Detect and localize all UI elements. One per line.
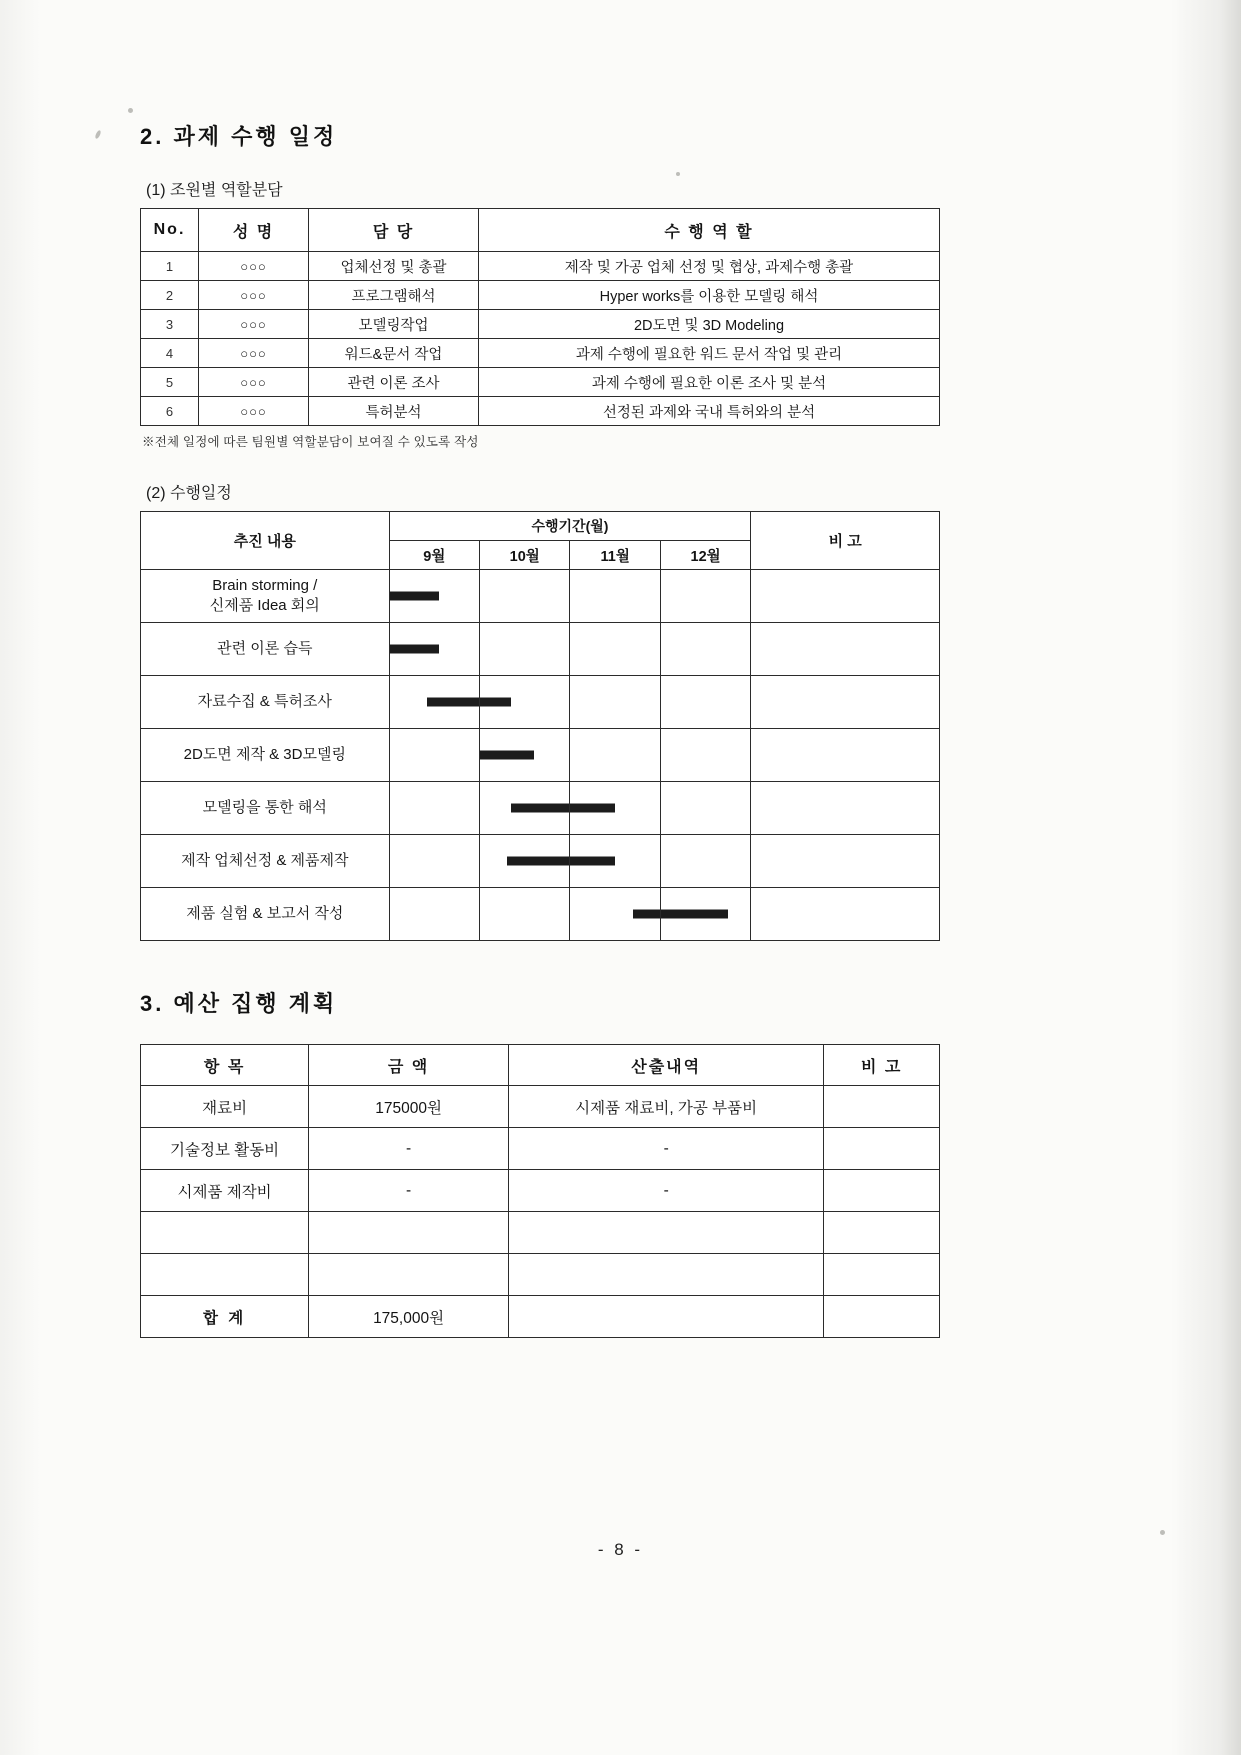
gantt-bar: [511, 804, 569, 813]
page-title-budget: 3. 예산 집행 계획: [140, 991, 338, 1016]
roles-cell-role: 제작 및 가공 업체 선정 및 협상, 과제수행 총괄: [479, 252, 940, 281]
budget-cell-item: [141, 1254, 309, 1296]
roles-cell-name: ○○○: [199, 310, 309, 339]
budget-cell-detail: -: [508, 1170, 823, 1212]
schedule-month-cell: [660, 835, 750, 888]
gantt-bar: [661, 910, 728, 919]
schedule-month-cell: [660, 676, 750, 729]
table-row: [141, 1254, 940, 1296]
schedule-remark-cell: [751, 888, 940, 941]
schedule-month-cell: [389, 729, 479, 782]
budget-cell-remark: [824, 1086, 940, 1128]
budget-cell-remark: [824, 1212, 940, 1254]
schedule-month-cell: [570, 729, 660, 782]
schedule-month-cell: [660, 570, 750, 623]
schedule-task-label-line2: 신제품 Idea 회의: [209, 597, 320, 614]
roles-cell-no: 4: [141, 339, 199, 368]
schedule-month-cell: [480, 782, 570, 835]
gantt-bar: [480, 751, 534, 760]
schedule-task-label: 관련 이론 습득: [141, 623, 390, 676]
schedule-month-cell: [570, 570, 660, 623]
roles-cell-name: ○○○: [199, 368, 309, 397]
schedule-remark-cell: [751, 570, 940, 623]
roles-table: [140, 208, 940, 426]
schedule-remark-cell: [751, 623, 940, 676]
schedule-month-cell: [660, 888, 750, 941]
roles-cell-part: 모델링작업: [309, 310, 479, 339]
table-row: [141, 623, 940, 676]
budget-header-remark: 비 고: [824, 1045, 940, 1086]
budget-cell-remark: [824, 1170, 940, 1212]
schedule-remark-cell: [751, 835, 940, 888]
table-row: [141, 729, 940, 782]
gantt-bar: [427, 698, 479, 707]
schedule-task-label: 제품 실험 & 보고서 작성: [141, 888, 390, 941]
page-number: - 8 -: [597, 1540, 644, 1559]
schedule-month-cell: [389, 623, 479, 676]
gantt-bar: [390, 645, 439, 654]
budget-cell-amount: 175000원: [309, 1086, 509, 1128]
schedule-month-cell: [389, 782, 479, 835]
scan-speck: [128, 108, 133, 113]
schedule-task-label: 2D도면 제작 & 3D모델링: [141, 729, 390, 782]
budget-cell-amount: [309, 1254, 509, 1296]
roles-header-role: 수 행 역 할: [479, 209, 940, 252]
schedule-month-cell: [389, 676, 479, 729]
roles-cell-role: 과제 수행에 필요한 이론 조사 및 분석: [479, 368, 940, 397]
schedule-task-label: 자료수집 & 특허조사: [141, 676, 390, 729]
roles-cell-part: 워드&문서 작업: [309, 339, 479, 368]
roles-cell-no: 6: [141, 397, 199, 426]
schedule-header-task: 추진 내용: [141, 512, 390, 570]
table-row: [141, 339, 940, 368]
table-header-row: [141, 209, 940, 252]
schedule-task-label: 모델링을 통한 해석: [141, 782, 390, 835]
roles-header-name: 성 명: [199, 209, 309, 252]
budget-header-item: 항 목: [141, 1045, 309, 1086]
table-row: [141, 368, 940, 397]
roles-cell-name: ○○○: [199, 339, 309, 368]
roles-cell-no: 3: [141, 310, 199, 339]
budget-cell-detail: -: [508, 1128, 823, 1170]
table-row: [141, 782, 940, 835]
gantt-bar: [570, 804, 615, 813]
schedule-month-cell: [480, 729, 570, 782]
schedule-remark-cell: [751, 729, 940, 782]
gantt-bar: [507, 857, 570, 866]
scan-edge-right: [1171, 0, 1241, 1755]
scan-speck: [94, 130, 101, 140]
roles-subsection-label: (1) 조원별 역할분담: [146, 182, 283, 199]
table-row: [141, 310, 940, 339]
schedule-month-cell: [570, 888, 660, 941]
roles-header-no: No.: [141, 209, 199, 252]
roles-cell-name: ○○○: [199, 252, 309, 281]
gantt-bar: [570, 857, 615, 866]
table-row: [141, 676, 940, 729]
budget-cell-item: [141, 1212, 309, 1254]
page-title-schedule: 2. 과제 수행 일정: [140, 124, 338, 149]
roles-cell-role: 2D도면 및 3D Modeling: [479, 310, 940, 339]
schedule-month-oct: 10월: [480, 541, 570, 570]
table-row: [141, 1128, 940, 1170]
schedule-month-cell: [389, 570, 479, 623]
budget-header-amount: 금 액: [309, 1045, 509, 1086]
gantt-bar: [633, 910, 660, 919]
budget-cell-detail: 시제품 재료비, 가공 부품비: [508, 1086, 823, 1128]
scan-speck: [1160, 1530, 1165, 1535]
schedule-month-cell: [480, 623, 570, 676]
gantt-bar: [480, 698, 511, 707]
budget-table: [140, 1044, 940, 1338]
schedule-month-cell: [660, 782, 750, 835]
schedule-month-cell: [389, 835, 479, 888]
table-row: [141, 1170, 940, 1212]
schedule-month-nov: 11월: [570, 541, 660, 570]
budget-cell-remark: [824, 1128, 940, 1170]
table-row: [141, 570, 940, 623]
roles-cell-role: 과제 수행에 필요한 워드 문서 작업 및 관리: [479, 339, 940, 368]
budget-cell-item: 시제품 제작비: [141, 1170, 309, 1212]
table-row: [141, 397, 940, 426]
table-header-row: [141, 1045, 940, 1086]
roles-cell-name: ○○○: [199, 281, 309, 310]
schedule-month-cell: [570, 835, 660, 888]
schedule-month-cell: [480, 676, 570, 729]
table-row: [141, 252, 940, 281]
table-row: [141, 281, 940, 310]
budget-cell-detail: [508, 1254, 823, 1296]
budget-total-remark: [824, 1296, 940, 1338]
budget-cell-item: 재료비: [141, 1086, 309, 1128]
schedule-month-cell: [570, 676, 660, 729]
schedule-month-sep: 9월: [389, 541, 479, 570]
budget-total-detail: [508, 1296, 823, 1338]
roles-cell-no: 2: [141, 281, 199, 310]
schedule-month-cell: [660, 623, 750, 676]
schedule-month-cell: [480, 570, 570, 623]
schedule-gantt-table: [140, 511, 940, 941]
table-header-row: [141, 512, 940, 541]
schedule-month-cell: [389, 888, 479, 941]
table-row: [141, 835, 940, 888]
budget-cell-amount: [309, 1212, 509, 1254]
table-row: [141, 1086, 940, 1128]
schedule-task-label: Brain storming / 신제품 Idea 회의: [141, 570, 390, 623]
roles-cell-role: Hyper works를 이용한 모델링 해석: [479, 281, 940, 310]
document-content: [140, 120, 960, 1338]
schedule-month-dec: 12월: [660, 541, 750, 570]
roles-cell-part: 관련 이론 조사: [309, 368, 479, 397]
schedule-remark-cell: [751, 676, 940, 729]
budget-cell-item: 기술정보 활동비: [141, 1128, 309, 1170]
table-row-total: [141, 1296, 940, 1338]
scan-edge-left: [0, 0, 40, 1755]
schedule-month-cell: [480, 888, 570, 941]
table-row: [141, 888, 940, 941]
budget-total-label: 합 계: [141, 1296, 309, 1338]
gantt-bar: [390, 592, 439, 601]
budget-total-amount: 175,000원: [309, 1296, 509, 1338]
schedule-header-period: 수행기간(월): [389, 512, 751, 541]
schedule-remark-cell: [751, 782, 940, 835]
schedule-task-label: 제작 업체선정 & 제품제작: [141, 835, 390, 888]
roles-cell-part: 업체선정 및 총괄: [309, 252, 479, 281]
budget-cell-detail: [508, 1212, 823, 1254]
budget-header-detail: 산출내역: [508, 1045, 823, 1086]
schedule-subsection-label: (2) 수행일정: [146, 485, 232, 502]
schedule-month-cell: [480, 835, 570, 888]
budget-cell-amount: -: [309, 1128, 509, 1170]
budget-cell-amount: -: [309, 1170, 509, 1212]
schedule-month-cell: [660, 729, 750, 782]
schedule-month-cell: [570, 782, 660, 835]
roles-header-part: 담 당: [309, 209, 479, 252]
table-row: [141, 1212, 940, 1254]
roles-cell-part: 특허분석: [309, 397, 479, 426]
roles-cell-role: 선정된 과제와 국내 특허와의 분석: [479, 397, 940, 426]
roles-table-note: ※전체 일정에 따른 팀원별 역할분담이 보여질 수 있도록 작성: [142, 435, 479, 449]
schedule-header-remark: 비 고: [751, 512, 940, 570]
schedule-month-cell: [570, 623, 660, 676]
budget-cell-remark: [824, 1254, 940, 1296]
roles-cell-no: 1: [141, 252, 199, 281]
roles-cell-no: 5: [141, 368, 199, 397]
roles-cell-part: 프로그램해석: [309, 281, 479, 310]
roles-cell-name: ○○○: [199, 397, 309, 426]
